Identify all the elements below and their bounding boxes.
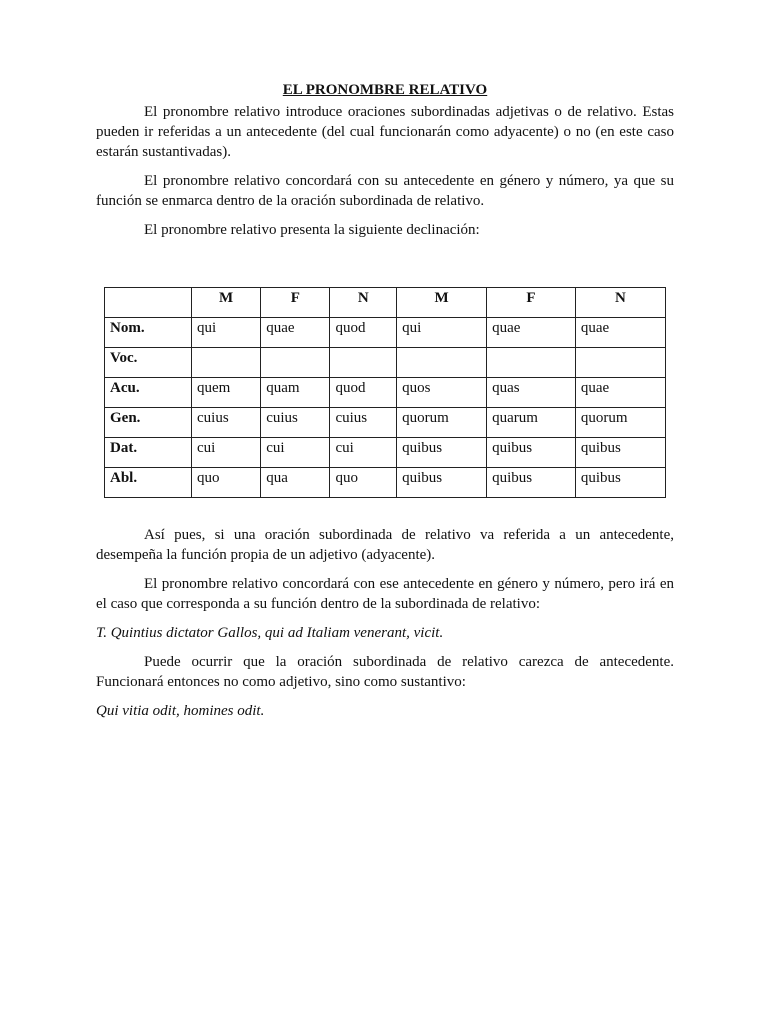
latin-example-1: T. Quintius dictator Gallos, qui ad Italiam venerant, vicit. [96,625,444,641]
table-cell: cuius [261,408,330,438]
after-table-section [96,525,674,730]
table-cell: quibus [575,468,665,498]
table-header-cell: M [397,288,487,318]
table-cell: qui [397,318,487,348]
table-cell: quod [330,318,397,348]
table-cell: quem [192,378,261,408]
table-cell: quibus [487,468,576,498]
table-row [105,318,666,348]
agreement-paragraph: El pronombre relativo concordará con su antecedente en género y número, ya que su función se enmarca dentro de la oración subordinada de relativo. [96,173,674,209]
table-row-header: Dat. [105,438,192,468]
table-header-cell: N [330,288,397,318]
table-cell: quibus [487,438,576,468]
table-row [105,378,666,408]
table-row-header: Acu. [105,378,192,408]
table-cell [330,348,397,378]
table-cell: cuius [192,408,261,438]
intro-paragraph: El pronombre relativo introduce oraciones subordinadas adjetivas o de relativo. Estas pueden ir referidas a un antecedente (del cual funcionarán como adyacente) o no (en este caso estarán sustantivadas). [96,104,674,160]
table-cell: quae [575,318,665,348]
table-cell: quam [261,378,330,408]
latin-example-2: Qui vitia odit, homines odit. [96,703,265,719]
table-cell: quarum [487,408,576,438]
table-cell: quae [261,318,330,348]
table-cell: quo [192,468,261,498]
table-header-cell: M [192,288,261,318]
table-cell: quorum [397,408,487,438]
document-title: EL PRONOMBRE RELATIVO [282,82,488,98]
table-cell: quibus [397,468,487,498]
declension-intro-paragraph: El pronombre relativo presenta la siguiente declinación: [144,222,480,238]
antecedent-paragraph: Así pues, si una oración subordinada de relativo va referida a un antecedente, desempeña la función propia de un adjetivo (adyacente). [96,527,674,563]
table-cell: quibus [397,438,487,468]
table-cell: qui [192,318,261,348]
no-antecedent-paragraph: Puede ocurrir que la oración subordinada de relativo carezca de antecedente. Funcionará entonces no como adjetivo, sino como sustantivo: [96,654,674,690]
table-cell: cui [330,438,397,468]
table-cell: cuius [330,408,397,438]
table-row-header: Nom. [105,318,192,348]
table-cell: quorum [575,408,665,438]
table-cell: quos [397,378,487,408]
table-header-cell: F [487,288,576,318]
table-cell: cui [261,438,330,468]
table-cell [397,348,487,378]
table-cell: quae [487,318,576,348]
case-paragraph: El pronombre relativo concordará con ese antecedente en género y número, pero irá en el caso que corresponda a su función dentro de la subordinada de relativo: [96,576,674,612]
table-cell: quod [330,378,397,408]
table-cell: quae [575,378,665,408]
table-header-cell: F [261,288,330,318]
table-row [105,348,666,378]
table-cell [261,348,330,378]
table-header-row [105,288,666,318]
table-row [105,468,666,498]
table-cell [575,348,665,378]
table-cell [192,348,261,378]
table-cell: quo [330,468,397,498]
table-cell: cui [192,438,261,468]
table-header-cell [105,288,192,318]
table-cell: qua [261,468,330,498]
table-row-header: Abl. [105,468,192,498]
table-cell: quas [487,378,576,408]
table-header-cell: N [575,288,665,318]
table-cell: quibus [575,438,665,468]
document-page [96,80,674,719]
declension-table [104,287,666,498]
table-row-header: Gen. [105,408,192,438]
table-row-header: Voc. [105,348,192,378]
table-cell [487,348,576,378]
table-row [105,408,666,438]
table-row [105,438,666,468]
